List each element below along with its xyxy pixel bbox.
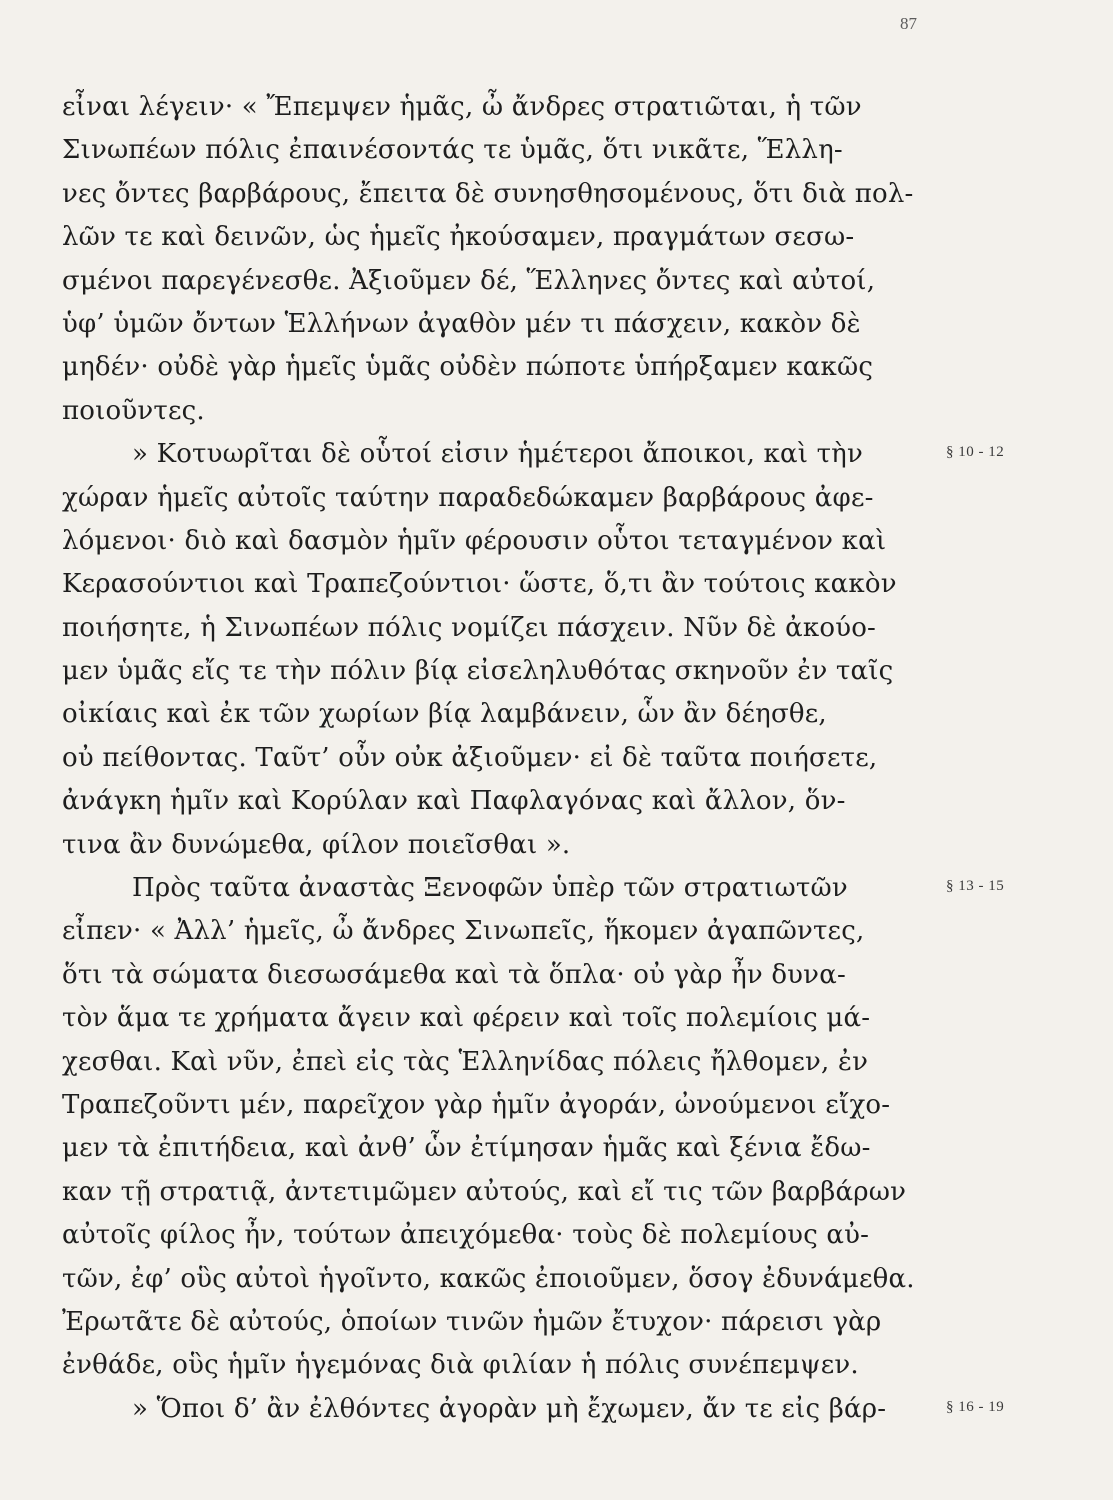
page-number: 87	[900, 14, 917, 33]
text-line: λόμενοι· διὸ καὶ δασμὸν ἡμῖν φέρουσιν οὗτοι τεταγμένον καὶ	[62, 525, 887, 556]
text-line: Σινωπέων πόλις ἐπαινέσοντάς τε ὑμᾶς, ὅτι νικᾶτε, Ἕλλη-	[62, 135, 843, 166]
section-margin-note: § 10 - 12	[946, 444, 1005, 461]
text-line: οἰκίαις καὶ ἐκ τῶν χωρίων βίᾳ λαμβάνειν, ὧν ἂν δέησθε,	[62, 699, 827, 730]
text-line: λῶν τε καὶ δεινῶν, ὡς ἡμεῖς ἠκούσαμεν, πραγμάτων σεσω-	[62, 222, 855, 253]
section-margin-note: § 13 - 15	[946, 878, 1005, 895]
text-line: τῶν, ἐφ’ οὓς αὐτοὶ ἡγοῖντο, κακῶς ἐποιοῦμεν, ὅσογ ἐδυνάμεθα.	[62, 1263, 915, 1294]
text-line: ὅτι τὰ σώματα διεσωσάμεθα καὶ τὰ ὅπλα· οὐ γὰρ ἦν δυνα-	[62, 959, 846, 990]
text-line: νες ὄντες βαρβάρους, ἔπειτα δὲ συνησθησομένους, ὅτι διὰ πολ-	[62, 178, 914, 209]
text-line: » Κοτυωρῖται δὲ οὗτοί εἰσιν ἡμέτεροι ἄποικοι, καὶ τὴν	[132, 439, 863, 470]
text-line: Τραπεζοῦντι μέν, παρεῖχον γὰρ ἡμῖν ἀγοράν, ὠνούμενοι εἴχο-	[62, 1089, 891, 1120]
text-line: σμένοι παρεγένεσθε. Ἀξιοῦμεν δέ, Ἕλληνες ὄντες καὶ αὐτοί,	[62, 265, 876, 296]
text-line: ἐνθάδε, οὓς ἡμῖν ἡγεμόνας διὰ φιλίαν ἡ πόλις συνέπεμψεν.	[62, 1350, 859, 1381]
text-line: ποιήσητε, ἡ Σινωπέων πόλις νομίζει πάσχειν. Νῦν δὲ ἀκούο-	[62, 612, 877, 643]
text-line: τὸν ἅμα τε χρήματα ἄγειν καὶ φέρειν καὶ τοῖς πολεμίοις μά-	[62, 1003, 871, 1034]
text-line: ποιοῦντες.	[62, 395, 205, 426]
text-line: μηδέν· οὐδὲ γὰρ ἡμεῖς ὑμᾶς οὐδὲν πώποτε ὑπήρξαμεν κακῶς	[62, 352, 874, 383]
text-line: αὐτοῖς φίλος ἦν, τούτων ἀπειχόμεθα· τοὺς δὲ πολεμίους αὐ-	[62, 1220, 870, 1251]
text-line: » Ὅποι δ’ ἂν ἐλθόντες ἀγορὰν μὴ ἔχωμεν, ἄν τε εἰς βάρ-	[132, 1393, 887, 1424]
text-line: οὐ πείθοντας. Ταῦτ’ οὖν οὐκ ἀξιοῦμεν· εἰ δὲ ταῦτα ποιήσετε,	[62, 742, 878, 773]
section-margin-note: § 16 - 19	[946, 1399, 1005, 1415]
text-line: καν τῇ στρατιᾷ, ἀντετιμῶμεν αὐτούς, καὶ εἴ τις τῶν βαρβάρων	[62, 1176, 907, 1207]
text-line: χώραν ἡμεῖς αὐτοῖς ταύτην παραδεδώκαμεν βαρβάρους ἀφε-	[62, 482, 874, 513]
text-line: μεν τὰ ἐπιτήδεια, καὶ ἀνθ’ ὧν ἐτίμησαν ἡμᾶς καὶ ξένια ἔδω-	[62, 1133, 871, 1164]
text-line: εἶναι λέγειν· « Ἔπεμψεν ἡμᾶς, ὦ ἄνδρες στρατιῶται, ἡ τῶν	[62, 92, 862, 122]
text-line: ἀνάγκη ἡμῖν καὶ Κορύλαν καὶ Παφλαγόνας καὶ ἄλλον, ὅν-	[62, 786, 846, 817]
text-line: Ἐρωτᾶτε δὲ αὐτούς, ὁποίων τινῶν ἡμῶν ἔτυχον· πάρεισι γὰρ	[62, 1306, 882, 1337]
text-line: ὑφ’ ὑμῶν ὄντων Ἑλλήνων ἀγαθὸν μέν τι πάσχειν, κακὸν δὲ	[62, 308, 861, 339]
text-line: τινα ἂν δυνώμεθα, φίλον ποιεῖσθαι ».	[62, 829, 571, 860]
text-line: εἶπεν· « Ἀλλ’ ἡμεῖς, ὦ ἄνδρες Σινωπεῖς, ἥκομεν ἀγαπῶντες,	[62, 916, 865, 947]
text-line: χεσθαι. Καὶ νῦν, ἐπεὶ εἰς τὰς Ἑλληνίδας πόλεις ἤλθομεν, ἐν	[62, 1046, 869, 1077]
text-line: Κερασούντιοι καὶ Τραπεζούντιοι· ὥστε, ὅ,τι ἂν τούτοις κακὸν	[62, 569, 897, 600]
text-line: μεν ὑμᾶς εἴς τε τὴν πόλιν βίᾳ εἰσεληλυθότας σκηνοῦν ἐν ταῖς	[62, 656, 894, 687]
text-line: Πρὸς ταῦτα ἀναστὰς Ξενοφῶν ὑπὲρ τῶν στρατιωτῶν	[132, 873, 848, 904]
main-text	[62, 86, 942, 1431]
